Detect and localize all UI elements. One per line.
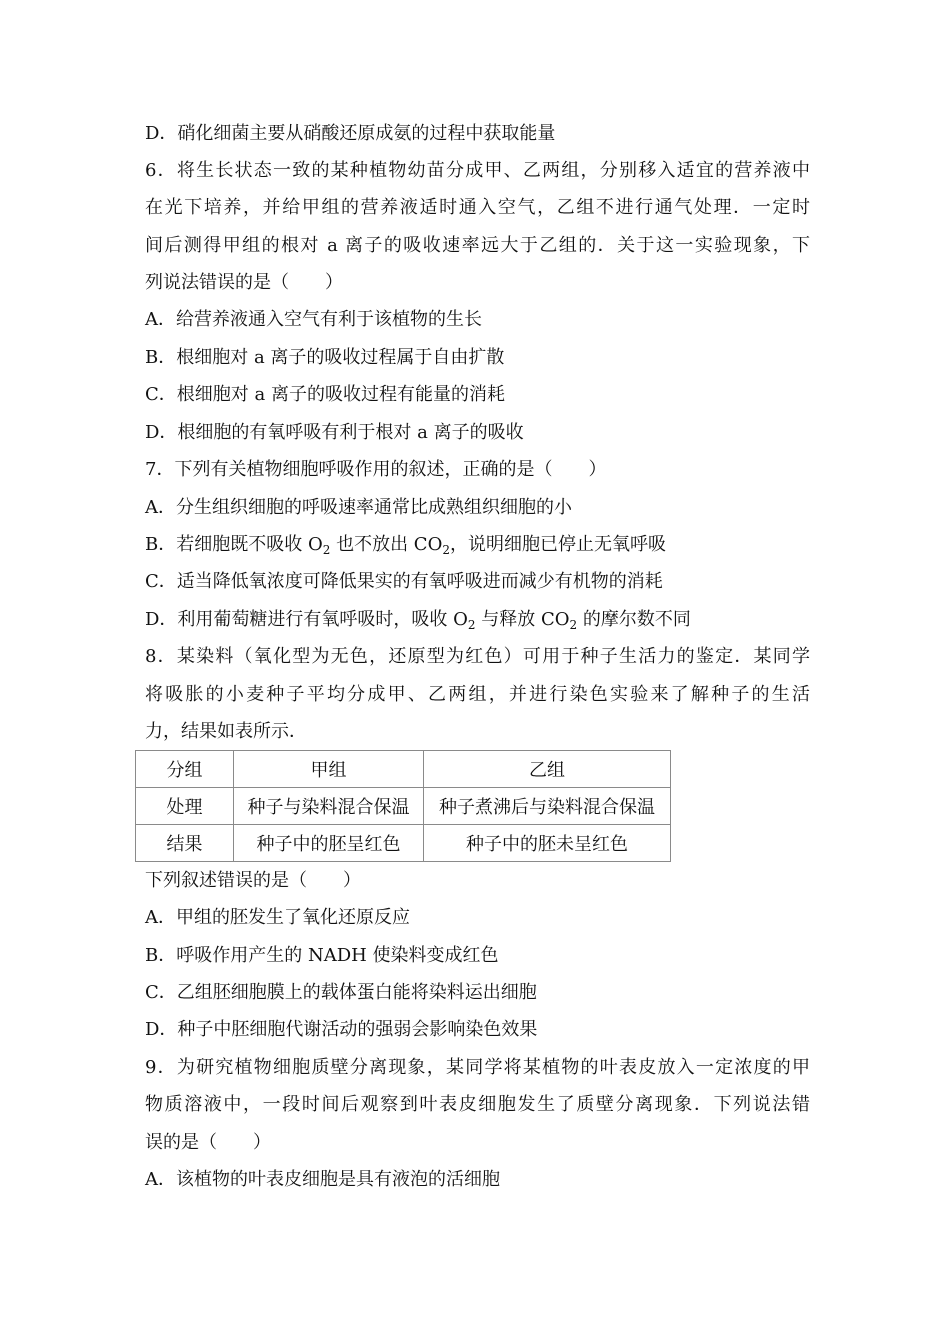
q6-option-a: A．给营养液通入空气有利于该植物的生长 <box>145 309 482 330</box>
table-row <box>136 788 671 825</box>
table-cell: 甲组 <box>234 751 424 788</box>
table-cell: 种子中的胚未呈红色 <box>424 825 671 862</box>
table-cell: 种子与染料混合保温 <box>234 788 424 825</box>
q9-stem-line-3: 误的是（ ） <box>145 1132 271 1153</box>
q6-option-d: D．根细胞的有氧呼吸有利于根对 a 离子的吸收 <box>145 422 524 443</box>
q8-stem-line-1: 8．某染料（氧化型为无色，还原型为红色）可用于种子生活力的鉴定．某同学 <box>145 646 810 667</box>
table-cell: 分组 <box>136 751 234 788</box>
q6-stem-line-4: 列说法错误的是（ ） <box>145 272 343 293</box>
q6-stem-line-2: 在光下培养，并给甲组的营养液适时通入空气，乙组不进行通气处理．一定时 <box>145 197 810 218</box>
q8-option-a: A．甲组的胚发生了氧化还原反应 <box>145 907 410 928</box>
q8-question: 下列叙述错误的是（ ） <box>145 870 361 891</box>
q6-stem-line-1: 6．将生长状态一致的某种植物幼苗分成甲、乙两组，分别移入适宜的营养液中 <box>145 160 810 181</box>
table-cell: 处理 <box>136 788 234 825</box>
result-table <box>135 750 671 862</box>
table-cell: 种子煮沸后与染料混合保温 <box>424 788 671 825</box>
table-row <box>136 825 671 862</box>
q8-stem-line-3: 力，结果如表所示． <box>145 721 307 742</box>
q7-option-a: A．分生组织细胞的呼吸速率通常比成熟组织细胞的小 <box>145 497 572 518</box>
q6-option-b: B．根细胞对 a 离子的吸收过程属于自由扩散 <box>145 347 505 368</box>
table-cell: 结果 <box>136 825 234 862</box>
q7-option-c: C．适当降低氧浓度可降低果实的有氧呼吸进而减少有机物的消耗 <box>145 571 663 592</box>
q8-option-b: B．呼吸作用产生的 NADH 使染料变成红色 <box>145 945 499 966</box>
q9-stem-line-2: 物质溶液中，一段时间后观察到叶表皮细胞发生了质壁分离现象．下列说法错 <box>145 1094 810 1115</box>
q6-option-c: C．根细胞对 a 离子的吸收过程有能量的消耗 <box>145 384 505 405</box>
q7-option-d: D．利用葡萄糖进行有氧呼吸时，吸收 $O_2$ 与释放 $CO_2$ 的摩尔数不同 <box>145 609 691 632</box>
table-cell: 乙组 <box>424 751 671 788</box>
q8-option-c: C．乙组胚细胞膜上的载体蛋白能将染料运出细胞 <box>145 982 537 1003</box>
q7-stem: 7．下列有关植物细胞呼吸作用的叙述，正确的是（ ） <box>145 459 607 480</box>
q8-option-d: D．种子中胚细胞代谢活动的强弱会影响染色效果 <box>145 1019 538 1040</box>
table-row <box>136 751 671 788</box>
q7-option-b: B．若细胞既不吸收 $O_2$ 也不放出 $CO_2$，说明细胞已停止无氧呼吸 <box>145 534 666 557</box>
q8-stem-line-2: 将吸胀的小麦种子平均分成甲、乙两组，并进行染色实验来了解种子的生活 <box>145 684 810 705</box>
q5-option-d: D．硝化细菌主要从硝酸还原成氨的过程中获取能量 <box>145 123 556 144</box>
q9-stem-line-1: 9．为研究植物细胞质壁分离现象，某同学将某植物的叶表皮放入一定浓度的甲 <box>145 1057 810 1078</box>
q9-option-a: A．该植物的叶表皮细胞是具有液泡的活细胞 <box>145 1169 500 1190</box>
table-cell: 种子中的胚呈红色 <box>234 825 424 862</box>
q6-stem-line-3: 间后测得甲组的根对 a 离子的吸收速率远大于乙组的．关于这一实验现象，下 <box>145 235 810 256</box>
